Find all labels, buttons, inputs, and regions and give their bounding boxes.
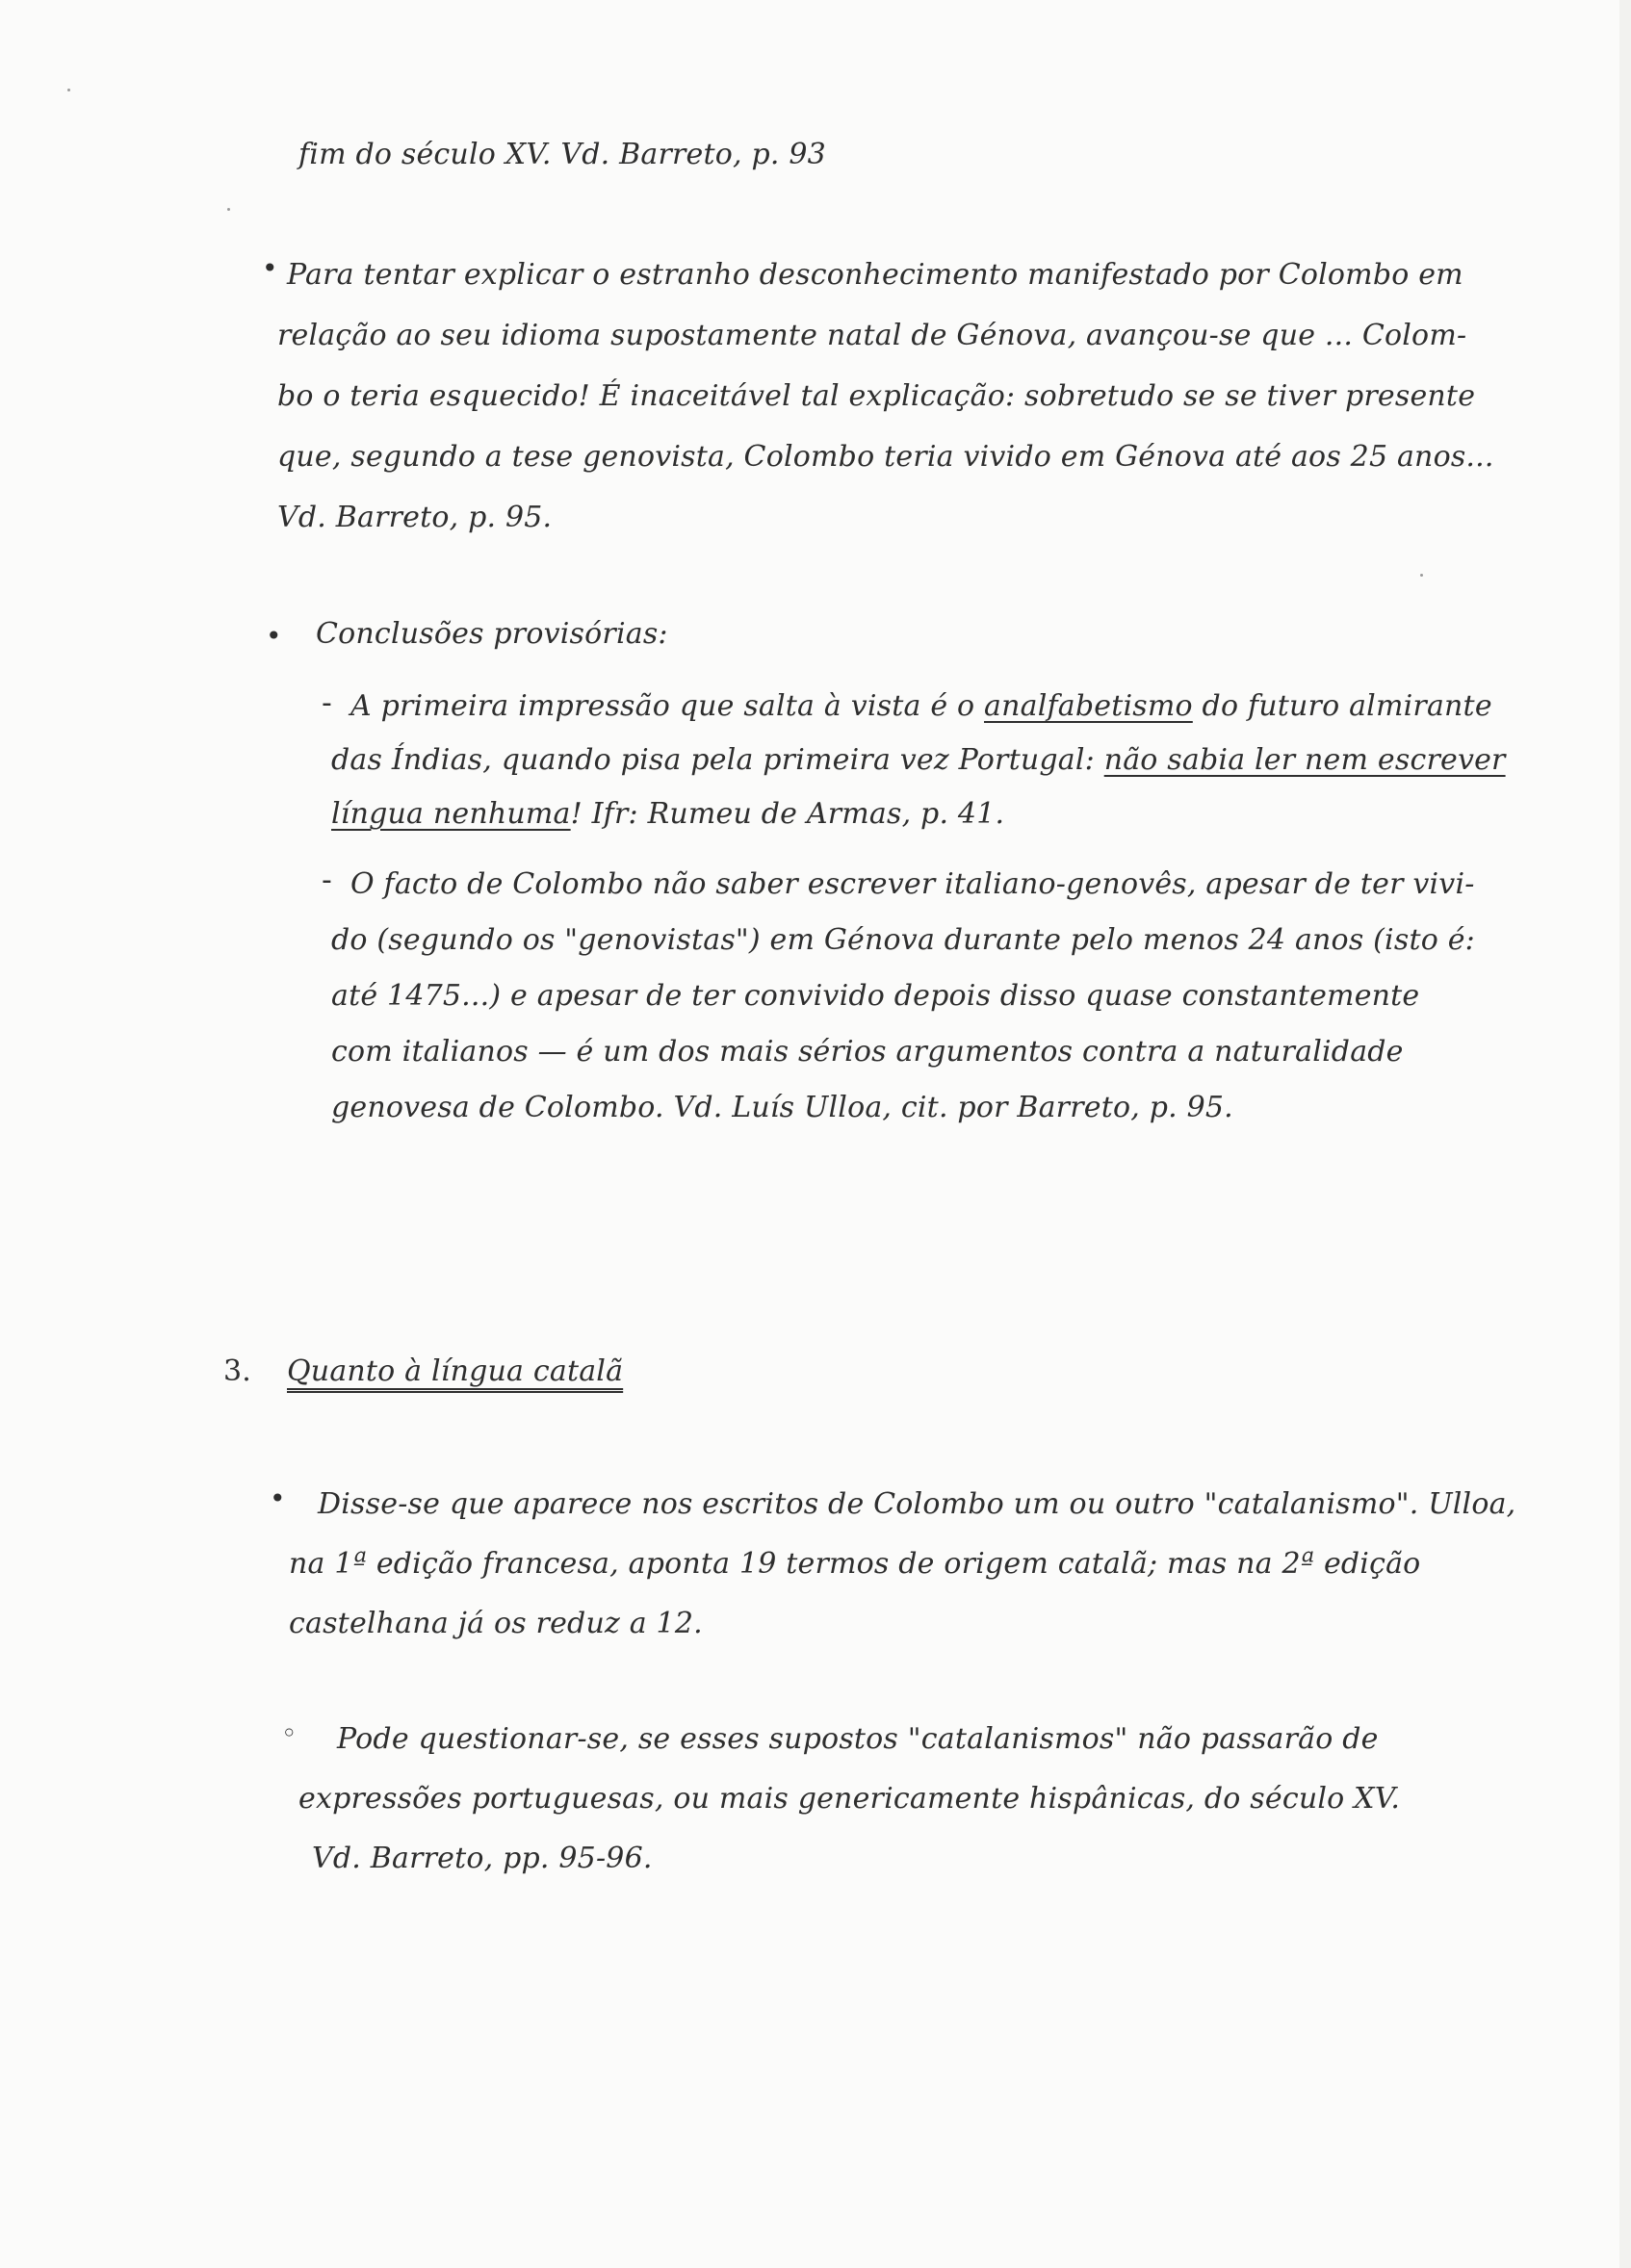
text-line: Pode questionar-se, se esses supostos "catalanismos" não passarão de [337, 1722, 1379, 1756]
section-number: 3. [223, 1354, 252, 1388]
text-line [331, 787, 1506, 841]
underlined-text: língua nenhuma [331, 797, 571, 831]
text-segment: do futuro almirante [1192, 689, 1492, 723]
text-line: bo o teria esquecido! É inaceitável tal explicação: sobretudo se se tiver presente [277, 379, 1476, 413]
text-line: Para tentar explicar o estranho desconhecimento manifestado por Colombo em [287, 258, 1463, 292]
bullet-marker: ◦ [281, 1717, 298, 1749]
bullet-marker: • [262, 252, 278, 284]
text-line: Vd. Barreto, p. 95. [277, 501, 553, 534]
dash-marker: - [322, 863, 332, 897]
text-line: genovesa de Colombo. Vd. Luís Ulloa, cit. por Barreto, p. 95. [331, 1091, 1233, 1124]
text-line: na 1ª edição francesa, aponta 19 termos de origem catalã; mas na 2ª edição [289, 1547, 1421, 1581]
underlined-text: não sabia ler nem escrever [1103, 743, 1506, 777]
top-note: fim do século XV. Vd. Barreto, p. 93 [298, 138, 826, 171]
conclusions-heading: Conclusões provisórias: [316, 617, 668, 651]
text-line: com italianos — é um dos mais sérios argumentos contra a naturalidade [331, 1035, 1404, 1069]
section-title: Quanto à língua catalã [287, 1354, 624, 1388]
dash-marker: - [322, 686, 332, 720]
text-line [331, 734, 1506, 787]
text-line: que, segundo a tese genovista, Colombo teria vivido em Génova até aos 25 anos... [277, 440, 1494, 474]
paragraph-question [298, 1710, 1401, 1889]
text-line [350, 680, 1506, 734]
text-line: Disse-se que aparece nos escritos de Colombo um ou outro "catalanismo". Ulloa, [318, 1487, 1516, 1521]
paragraph-catalanisms [289, 1475, 1516, 1654]
bullet-marker: • [270, 1482, 286, 1514]
conclusion-item-1 [331, 680, 1506, 841]
text-line: O facto de Colombo não saber escrever italiano-genovês, apesar de ter vivi- [350, 867, 1475, 901]
text-line: Vd. Barreto, pp. 95-96. [312, 1842, 653, 1875]
underlined-text: analfabetismo [984, 689, 1193, 723]
text-segment: A primeira impressão que salta à vista é o [350, 689, 985, 723]
bullet-marker: • [266, 620, 282, 652]
text-segment: ! Ifr: Rumeu de Armas, p. 41. [570, 797, 1005, 831]
text-line: castelhana já os reduz a 12. [289, 1607, 703, 1640]
text-line: relação ao seu idioma supostamente natal de Génova, avançou-se que ... Colom- [277, 319, 1467, 352]
text-segment: das Índias, quando pisa pela primeira vez Portugal: [331, 743, 1104, 777]
paragraph-explanation [277, 245, 1494, 548]
paper-speck [1420, 574, 1423, 577]
text-line: até 1475...) e apesar de ter convivido depois disso quase constantemente [331, 979, 1420, 1013]
conclusion-item-2 [331, 857, 1475, 1136]
text-line: do (segundo os "genovistas") em Génova durante pelo menos 24 anos (isto é: [331, 923, 1475, 957]
text-line: expressões portuguesas, ou mais genericamente hispânicas, do século XV. [298, 1782, 1401, 1816]
paper-speck [227, 208, 230, 211]
paper-speck [67, 89, 70, 91]
